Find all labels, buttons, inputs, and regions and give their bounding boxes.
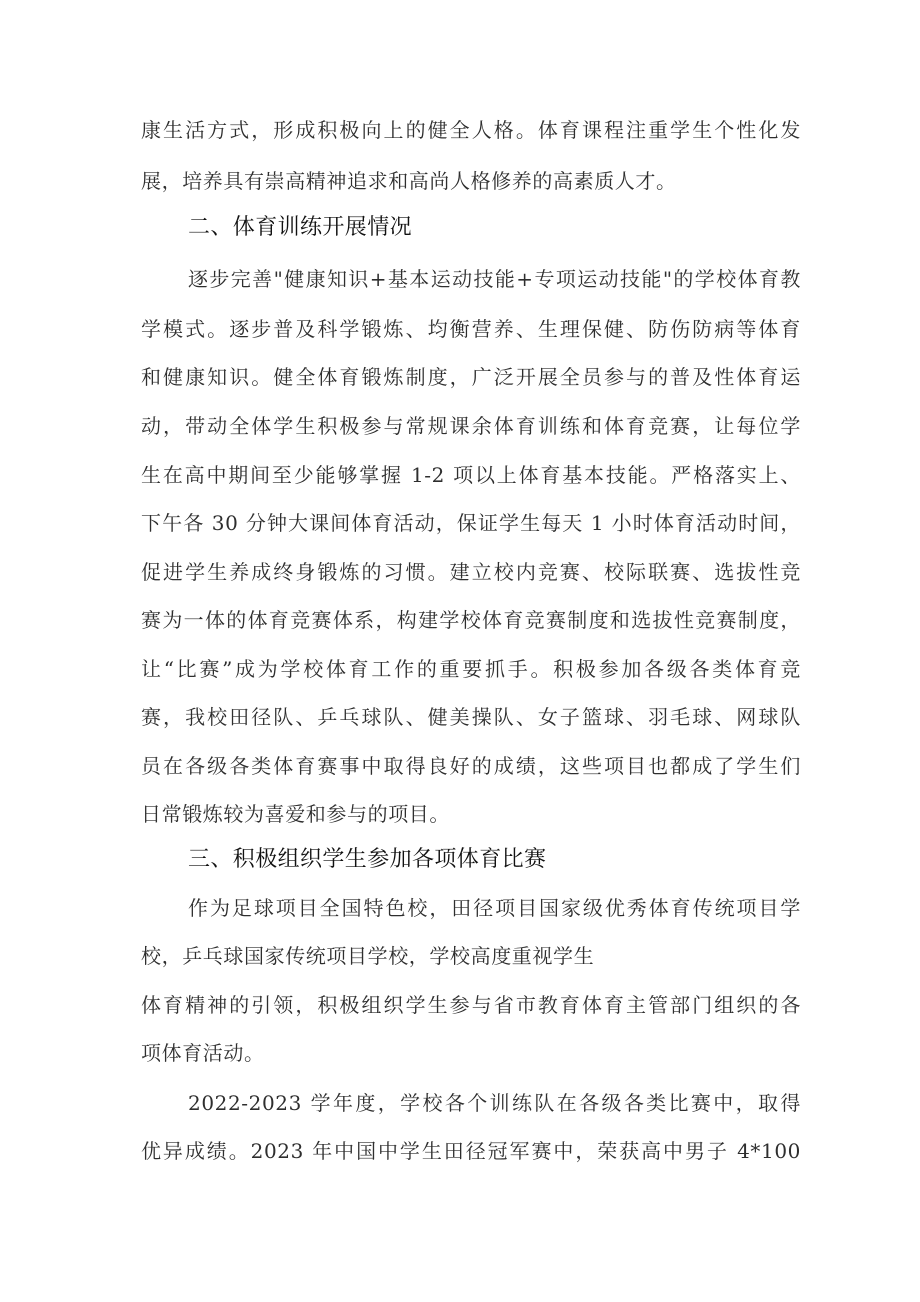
paragraph-line: 作为足球项目全国特色校，田径项目国家级优秀体育传统项目学 — [188, 896, 801, 920]
paragraph-line: 和健康知识。健全体育锻炼制度，广泛开展全员参与的普及性体育运 — [141, 365, 801, 389]
paragraph-line: 促进学生养成终身锻炼的习惯。建立校内竞赛、校际联赛、选拔性竞 — [141, 560, 801, 584]
paragraph-line: 赛为一体的体育竞赛体系，构建学校体育竞赛制度和选拔性竞赛制度， — [141, 608, 801, 632]
paragraph-line: 学模式。逐步普及科学锻炼、均衡营养、生理保健、防伤防病等体育 — [141, 317, 801, 341]
paragraph-line: 校，乒乓球国家传统项目学校，学校高度重视学生 — [141, 944, 595, 968]
paragraph-line: 日常锻炼较为喜爱和参与的项目。 — [141, 802, 450, 826]
paragraph-line: 让“比赛”成为学校体育工作的重要抓手。积极参加各级各类体育竞 — [141, 657, 801, 681]
paragraph-line: 逐步完善"健康知识+基本运动技能+专项运动技能"的学校体育教 — [188, 267, 801, 291]
paragraph-line: 赛，我校田径队、乒乓球队、健美操队、女子篮球、羽毛球、网球队 — [141, 705, 801, 729]
section-heading-2: 二、体育训练开展情况 — [188, 215, 413, 240]
paragraph-line: 动，带动全体学生积极参与常规课余体育训练和体育竞赛，让每位学 — [141, 414, 801, 438]
paragraph-line: 2022-2023 学年度，学校各个训练队在各级各类比赛中，取得 — [188, 1091, 801, 1115]
paragraph-line: 优异成绩。2023 年中国中学生田径冠军赛中，荣获高中男子 4*100 — [141, 1139, 801, 1163]
paragraph-line: 员在各级各类体育赛事中取得良好的成绩，这些项目也都成了学生们 — [141, 754, 801, 778]
paragraph-line: 体育精神的引领，积极组织学生参与省市教育体育主管部门组织的各 — [141, 993, 801, 1017]
paragraph-line: 项体育活动。 — [141, 1041, 265, 1065]
section-heading-3: 三、积极组织学生参加各项体育比赛 — [188, 847, 547, 872]
paragraph-line: 康生活方式，形成积极向上的健全人格。体育课程注重学生个性化发 — [141, 118, 801, 142]
paragraph-line: 生在高中期间至少能够掌握 1-2 项以上体育基本技能。严格落实上、 — [141, 463, 801, 487]
paragraph-line: 展，培养具有崇高精神追求和高尚人格修养的高素质人才。 — [141, 169, 677, 193]
paragraph-line: 下午各 30 分钟大课间体育活动，保证学生每天 1 小时体育活动时间， — [141, 511, 801, 535]
